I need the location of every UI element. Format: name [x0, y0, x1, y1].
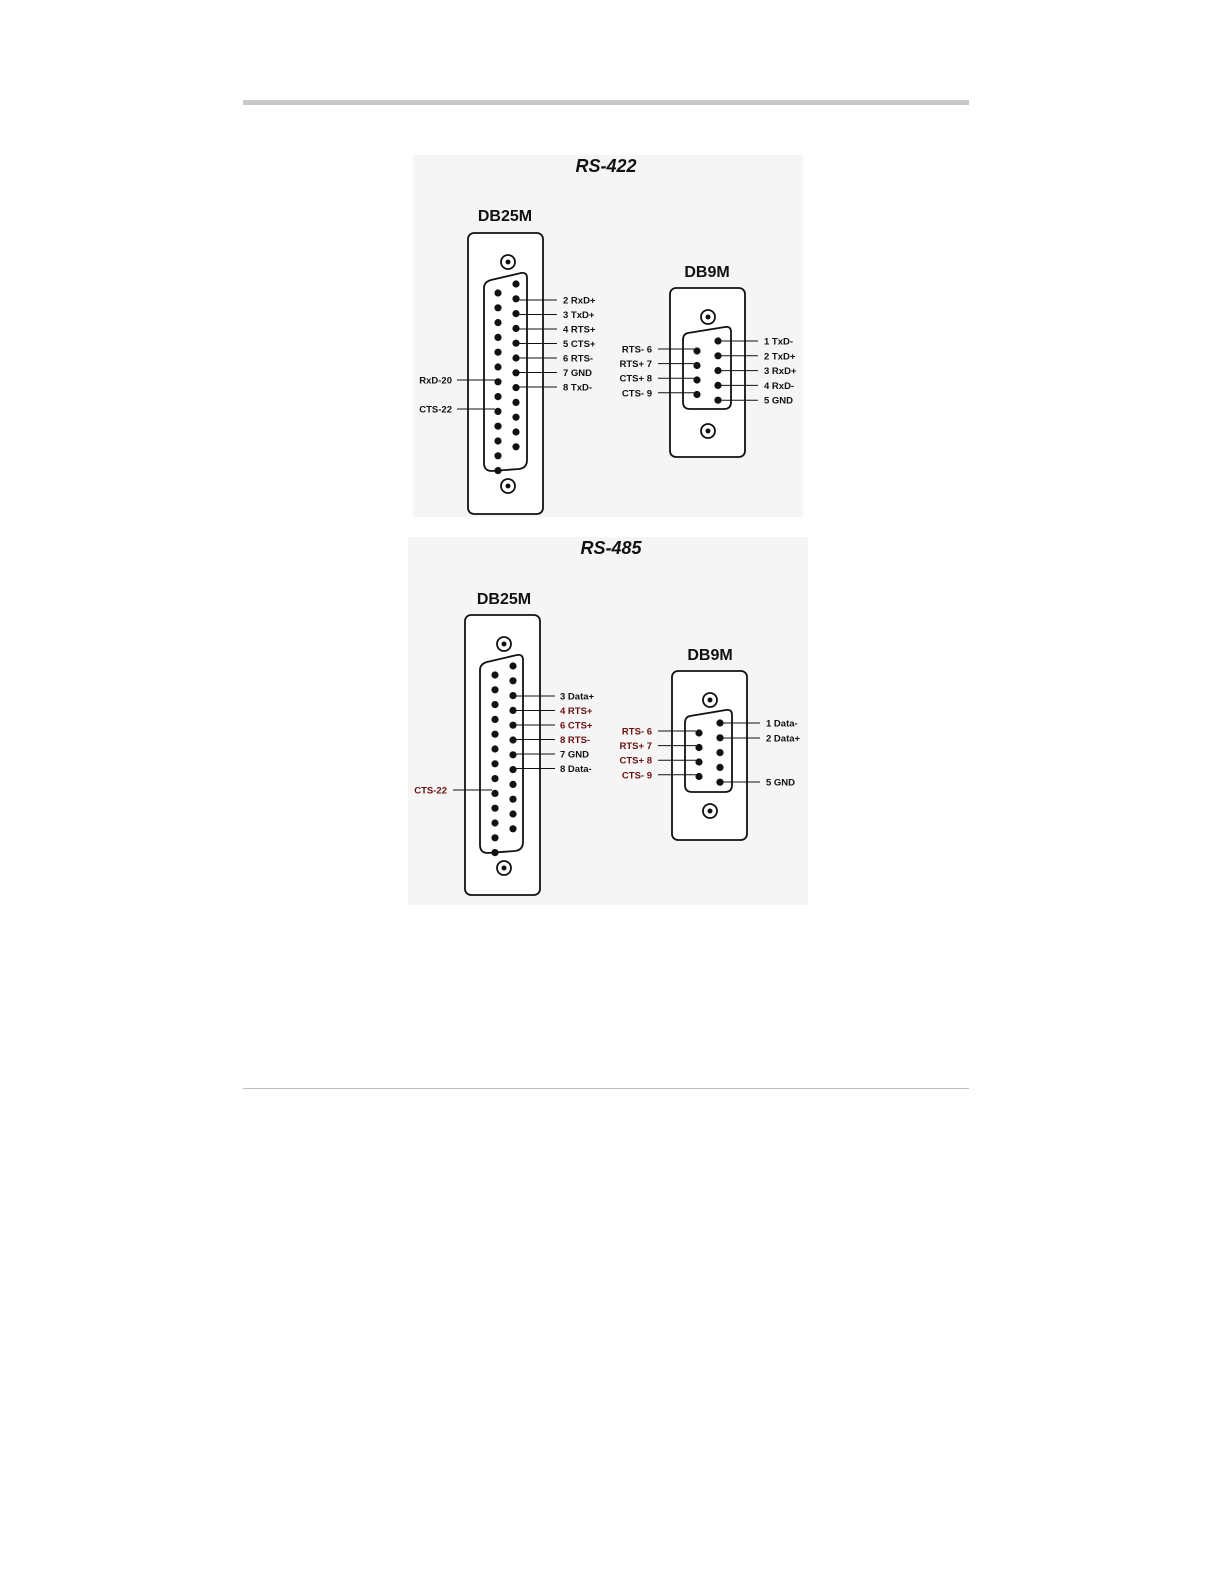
rs485-db9-pin: [716, 779, 723, 786]
rs485-db9-pin-label: 1 Data-: [766, 718, 798, 730]
header-rule: [243, 100, 969, 105]
rs485-db25-connector: [465, 615, 540, 895]
rs485-db9-pin-label: RTS+ 7: [619, 741, 652, 753]
rs485-db25-pin: [509, 662, 516, 669]
rs422-db9-pin-label: 2 TxD+: [764, 351, 796, 363]
rs422-db9-pin: [693, 391, 700, 398]
rs422-db25-pin: [512, 369, 519, 376]
rs485-db25-pin: [491, 805, 498, 812]
rs422-db9-pin-label: 5 GND: [764, 395, 794, 407]
rs422-db25-pin: [494, 378, 501, 385]
rs485-db25-pin: [491, 760, 498, 767]
rs422-db25-pin: [494, 423, 501, 430]
rs422-db25-pin: [512, 280, 519, 287]
rs485-db9-pin: [716, 749, 723, 756]
rs422-db25-pin: [494, 437, 501, 444]
rs422-db9-connector: [670, 288, 745, 457]
rs422-db25-pin: [512, 443, 519, 450]
rs422-db25-pin-label: RxD-20: [419, 375, 452, 387]
rs485-db9-pin: [716, 719, 723, 726]
rs485-figure: [408, 537, 808, 905]
rs485-db9-pin: [695, 744, 702, 751]
rs485-db25-pin: [491, 790, 498, 797]
rs485-db25-pin: [491, 671, 498, 678]
rs485-db9-pin-label: RTS- 6: [621, 726, 652, 738]
rs422-db25-pin: [494, 319, 501, 326]
rs422-db9-pin-label: RTS+ 7: [619, 359, 652, 371]
rs485-db25-pin: [509, 766, 516, 773]
rs485-db9-pin: [695, 758, 702, 765]
rs422-db9-pin: [714, 397, 721, 404]
rs422-db9-pin-label: CTS- 9: [621, 388, 652, 400]
rs422-db25-pin-label: 4 RTS+: [563, 324, 596, 336]
rs422-db25-pin-label: 7 GND: [563, 368, 593, 379]
rs422-db9-pin-label: 4 RxD-: [764, 380, 795, 392]
rs422-db9-pin-label: 1 TxD-: [764, 336, 794, 348]
rs485-db9-pin-label: 5 GND: [766, 777, 796, 789]
rs485-db9-pin: [716, 764, 723, 771]
rs485-db9-pin: [695, 729, 702, 736]
rs422-db9-title: DB9M: [684, 264, 730, 281]
rs422-db9-pin: [714, 337, 721, 344]
rs485-db25-pin: [491, 716, 498, 723]
rs485-db9-pin: [716, 734, 723, 741]
rs422-db25-pin: [494, 363, 501, 370]
rs422-db9-pin-label: RTS- 6: [621, 344, 652, 356]
rs485-db25-pin: [509, 825, 516, 832]
rs485-db25-pin-label: 3 Data+: [560, 691, 595, 703]
rs422-db25-pin: [494, 334, 501, 341]
rs485-db25-pin: [491, 701, 498, 708]
rs485-db9-pin-label: CTS- 9: [621, 770, 652, 782]
rs422-db25-pin-label: 6 RTS-: [563, 353, 594, 365]
rs485-db25-pin: [491, 686, 498, 693]
rs422-db25-pin: [512, 340, 519, 347]
rs422-db9-pin-label: 3 RxD+: [764, 366, 797, 378]
rs485-db25-pin: [509, 781, 516, 788]
rs485-db25-pin: [509, 736, 516, 743]
rs485-db25-pin: [491, 834, 498, 841]
rs485-db9-pin-label: CTS+ 8: [619, 755, 652, 767]
rs485-diagram: [408, 537, 808, 905]
rs485-db9-pin: [695, 773, 702, 780]
rs422-diagram: [413, 155, 803, 517]
rs422-db25-pin: [494, 289, 501, 296]
rs422-db9-pin: [714, 352, 721, 359]
rs422-db25-pin: [512, 295, 519, 302]
rs422-db9-pin: [693, 362, 700, 369]
rs485-db25-pin: [509, 751, 516, 758]
rs485-db25-pin-label: 7 GND: [560, 749, 590, 761]
rs485-db25-pin: [509, 722, 516, 729]
rs485-db25-pin: [491, 745, 498, 752]
rs485-db25-pin: [509, 810, 516, 817]
rs485-db25-title: DB25M: [476, 591, 532, 608]
rs422-db25-pin: [512, 428, 519, 435]
rs422-db25-pin: [512, 354, 519, 361]
rs485-db9-connector: [672, 671, 747, 840]
rs422-db25-pin-label: CTS-22: [419, 404, 452, 416]
rs485-db25-pin: [509, 707, 516, 714]
rs485-db25-pin: [509, 677, 516, 684]
rs422-db9-pin: [693, 347, 700, 354]
rs485-db25-pin: [509, 796, 516, 803]
rs422-db25-title: DB25M: [477, 208, 533, 225]
footer-rule: [243, 1088, 969, 1089]
rs485-db25-pin-label: CTS-22: [414, 785, 447, 797]
rs422-db9-pin: [714, 382, 721, 389]
rs485-db25-pin-label: 8 Data-: [560, 764, 592, 775]
rs422-figure: [413, 155, 803, 517]
rs422-db25-pin: [494, 467, 501, 474]
rs422-db25-pin: [512, 399, 519, 406]
rs422-db25-pin: [512, 310, 519, 317]
rs422-db9-pin-label: CTS+ 8: [619, 373, 652, 385]
rs485-db25-pin-label: 6 CTS+: [560, 720, 593, 732]
rs485-db25-pin: [491, 819, 498, 826]
rs422-db25-pin: [494, 408, 501, 415]
rs485-db25-pin: [491, 849, 498, 856]
rs422-db25-pin: [512, 325, 519, 332]
rs485-db9-title: DB9M: [687, 647, 733, 664]
rs422-db25-pin: [494, 393, 501, 400]
rs485-db25-pin: [491, 731, 498, 738]
rs422-db25-pin: [512, 414, 519, 421]
rs422-db25-pin-label: 8 TxD-: [563, 382, 593, 394]
rs422-db25-pin: [494, 452, 501, 459]
rs422-title: RS-422: [575, 156, 637, 176]
rs422-db25-connector: [468, 233, 543, 514]
rs485-db25-pin: [491, 775, 498, 782]
rs485-db9-pin-label: 2 Data+: [766, 733, 801, 745]
rs422-db25-pin-label: 3 TxD+: [563, 310, 595, 321]
rs422-db9-pin: [693, 376, 700, 383]
rs422-db9-pin: [714, 367, 721, 374]
rs485-db25-pin: [509, 692, 516, 699]
rs485-db25-pin-label: 4 RTS+: [560, 706, 593, 717]
rs485-db25-pin-label: 8 RTS-: [560, 735, 591, 746]
rs422-db25-pin: [494, 349, 501, 356]
rs422-db25-pin: [494, 304, 501, 311]
rs422-db25-pin-label: 2 RxD+: [563, 295, 596, 307]
rs422-db25-pin-label: 5 CTS+: [563, 339, 596, 350]
rs422-db25-pin: [512, 384, 519, 391]
rs485-title: RS-485: [580, 538, 642, 558]
